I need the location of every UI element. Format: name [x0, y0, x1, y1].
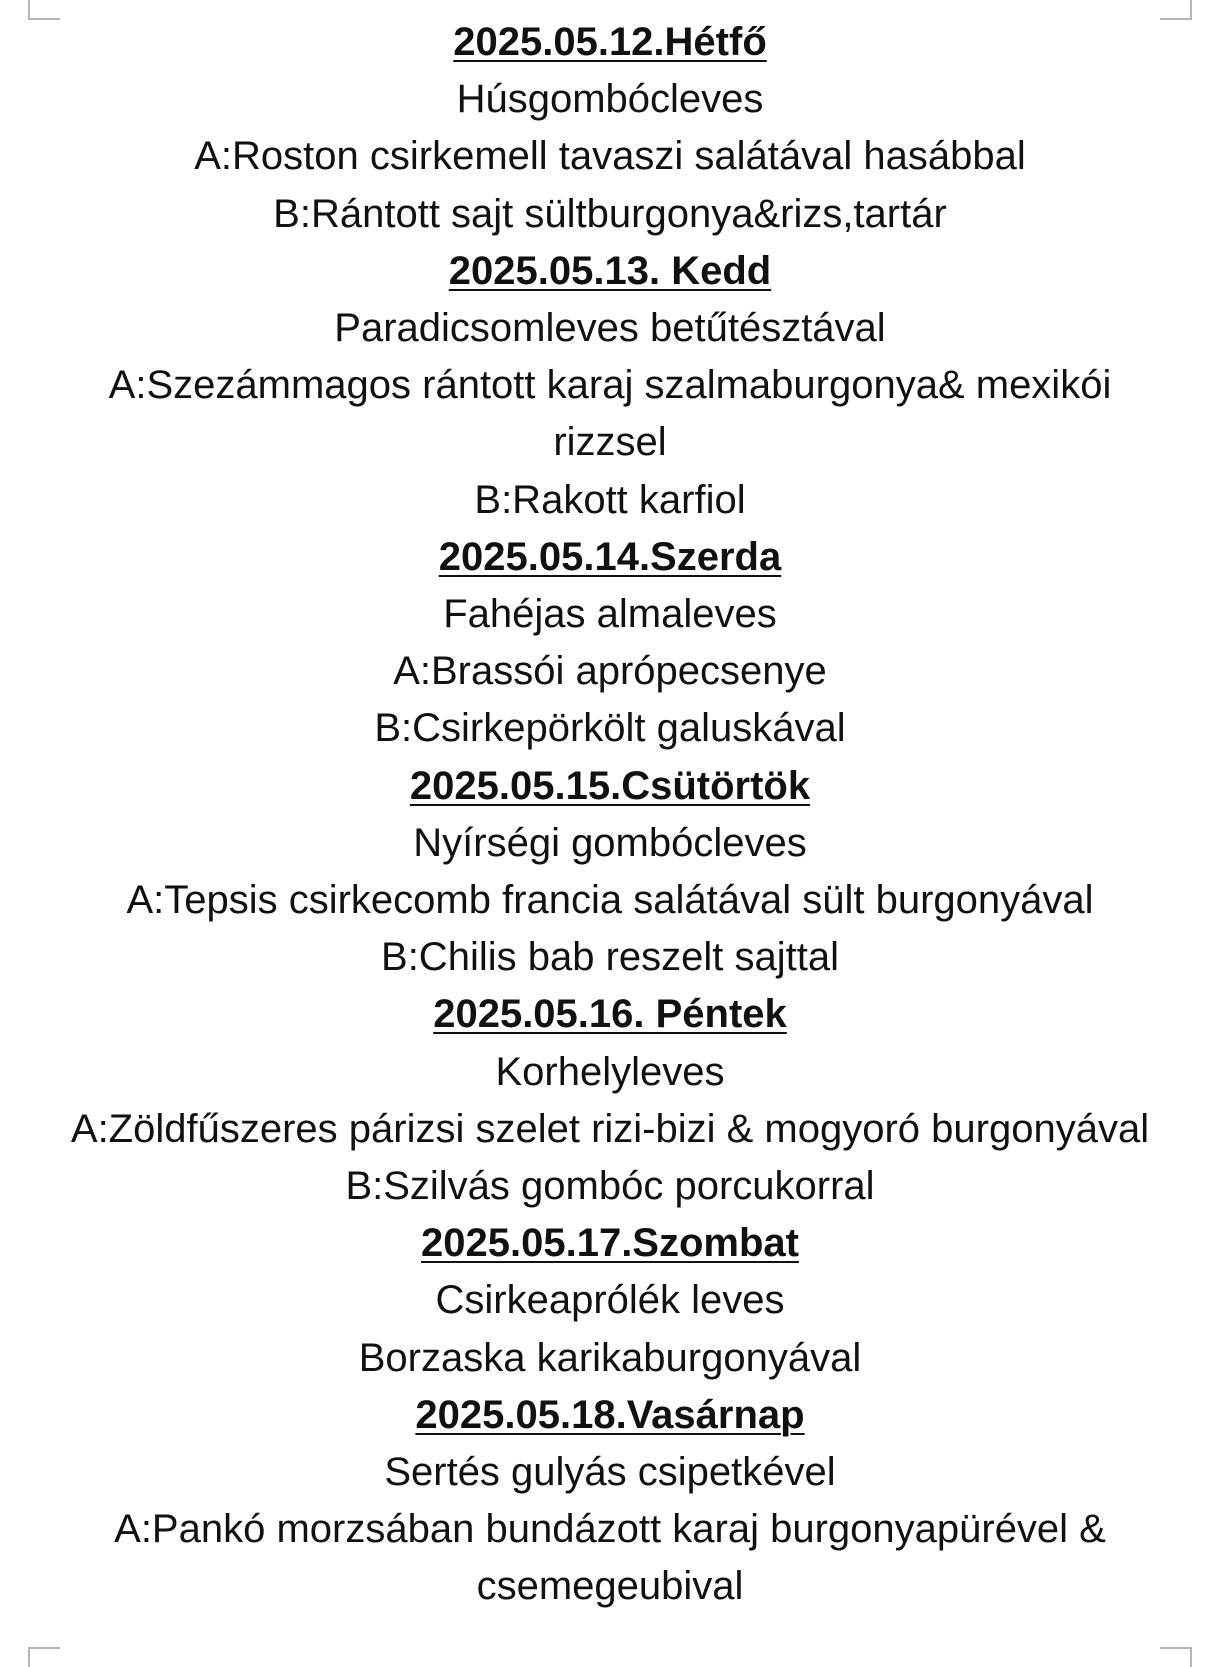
- day-date: 2025.05.16. Péntek: [433, 992, 787, 1037]
- day-thursday: [40, 758, 1180, 987]
- day-option-b: B:Rakott karfiol: [474, 477, 746, 522]
- weekly-menu: [40, 14, 1180, 1616]
- day-soup: Fahéjas almaleves: [443, 592, 777, 637]
- day-option-a: A:Pankó morzsában bundázott karaj burgonyapürével & csemegeubival: [114, 1507, 1106, 1609]
- day-main: Borzaska karikaburgonyával: [358, 1335, 862, 1380]
- day-date: 2025.05.13. Kedd: [448, 248, 772, 293]
- day-soup: Nyírségi gombócleves: [413, 820, 807, 865]
- day-date: 2025.05.14.Szerda: [438, 534, 782, 579]
- day-wednesday: [40, 529, 1180, 758]
- day-soup: Sertés gulyás csipetkével: [384, 1450, 836, 1495]
- day-soup: Húsgombócleves: [456, 77, 764, 122]
- day-date: 2025.05.12.Hétfő: [453, 20, 767, 64]
- day-saturday: [40, 1215, 1180, 1387]
- day-soup: Korhelyleves: [495, 1049, 725, 1094]
- day-monday: [40, 14, 1180, 243]
- day-tuesday: [40, 243, 1180, 529]
- day-option-b: B:Rántott sajt sültburgonya&rizs,tartár: [273, 191, 947, 236]
- day-option-a: A:Szezámmagos rántott karaj szalmaburgonya& mexikói rizzsel: [108, 363, 1112, 465]
- day-option-b: B:Csirkepörkölt galuskával: [374, 706, 846, 751]
- day-friday: [40, 986, 1180, 1215]
- page-corner-mark-bottom-left: [28, 1647, 60, 1667]
- day-date: 2025.05.18.Vasárnap: [415, 1392, 805, 1437]
- day-soup: Csirkeaprólék leves: [435, 1278, 785, 1323]
- page-corner-mark-bottom-right: [1160, 1647, 1192, 1667]
- day-sunday: [40, 1387, 1180, 1616]
- day-soup: Paradicsomleves betűtésztával: [334, 306, 886, 351]
- day-date: 2025.05.15.Csütörtök: [409, 763, 811, 808]
- day-option-a: A:Brassói aprópecsenye: [393, 649, 827, 694]
- day-date: 2025.05.17.Szombat: [421, 1221, 799, 1266]
- day-option-a: A:Tepsis csirkecomb francia salátával sült burgonyával: [126, 878, 1094, 923]
- day-option-a-b: A:Zöldfűszeres párizsi szelet rizi-bizi & mogyoró burgonyával B:Szilvás gombóc porcukorral: [70, 1106, 1150, 1209]
- day-option-b: B:Chilis bab reszelt sajttal: [381, 935, 839, 980]
- day-option-a: A:Roston csirkemell tavaszi salátával hasábbal: [194, 134, 1026, 179]
